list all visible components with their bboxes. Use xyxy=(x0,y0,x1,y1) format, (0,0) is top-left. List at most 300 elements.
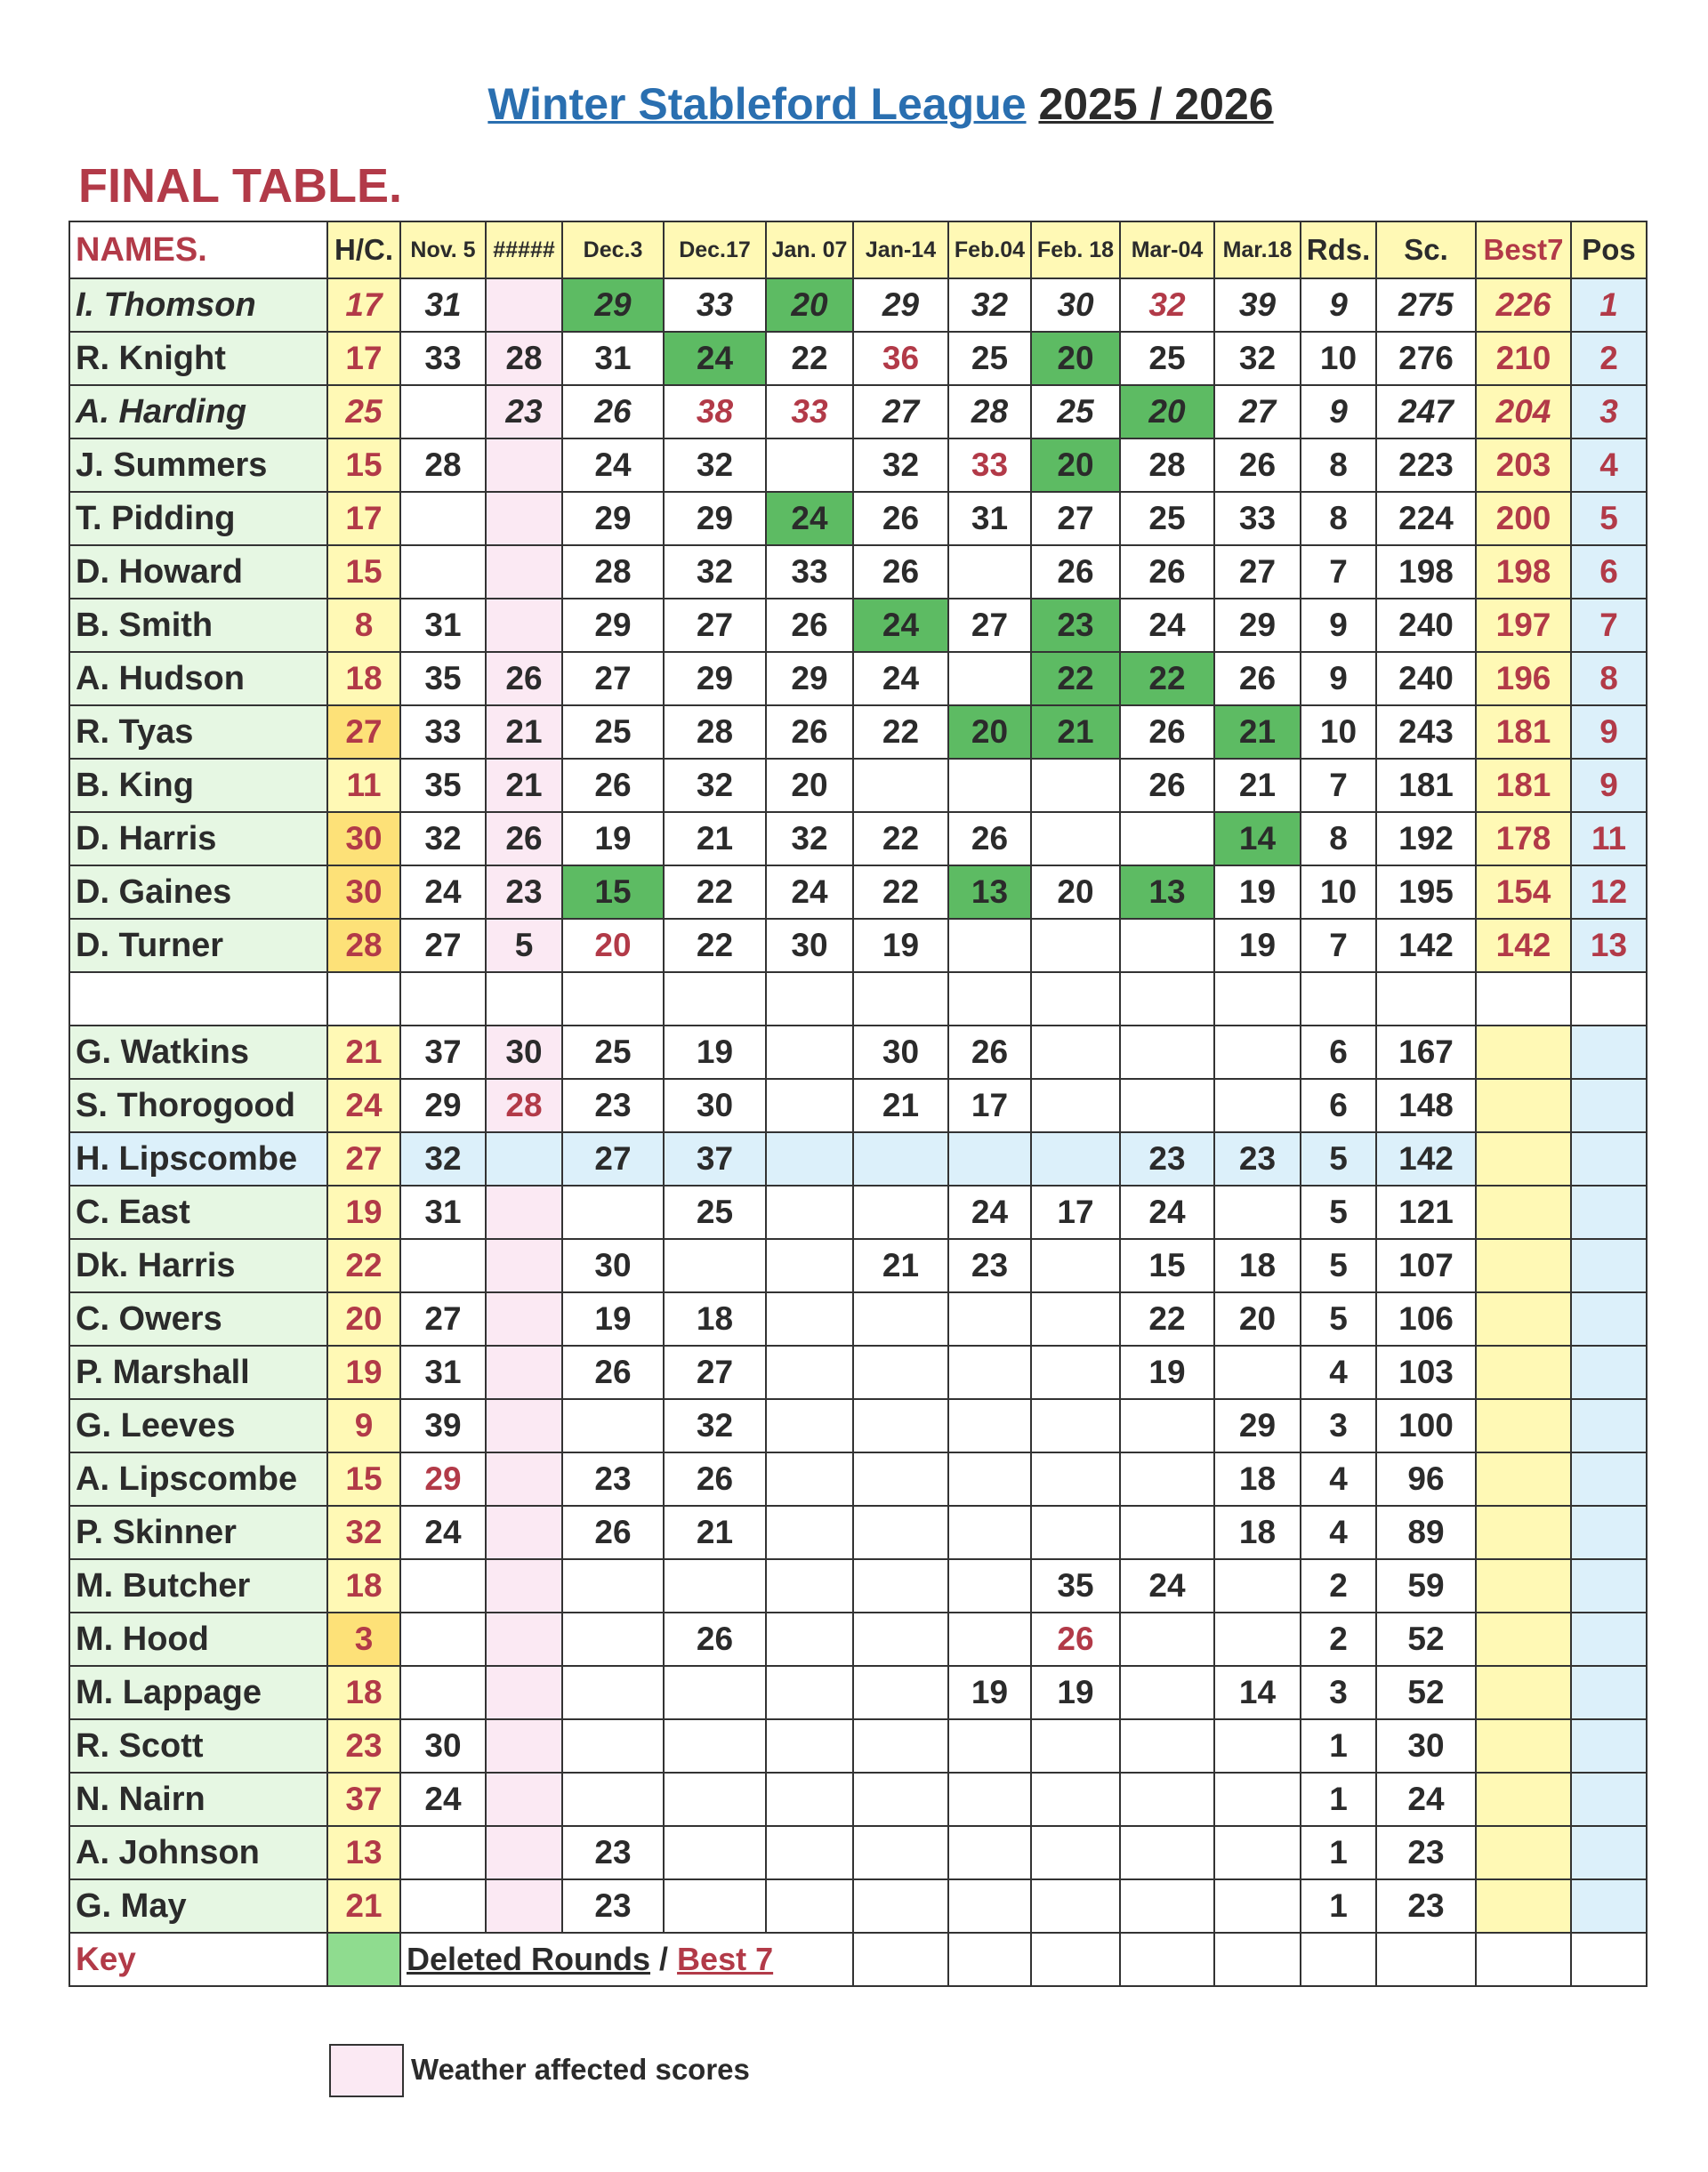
round-score: 23 xyxy=(562,1826,664,1879)
round-score: 26 xyxy=(1214,652,1301,705)
player-row xyxy=(69,1559,1647,1613)
handicap: 19 xyxy=(327,1186,400,1239)
best7-score: 181 xyxy=(1476,705,1571,759)
rounds-count: 9 xyxy=(1301,652,1376,705)
player-name: Dk. Harris xyxy=(69,1239,327,1292)
total-score: 103 xyxy=(1376,1346,1476,1399)
round-score: 22 xyxy=(1120,652,1214,705)
round-score: 33 xyxy=(1214,492,1301,545)
round-score xyxy=(664,1879,766,1933)
round-score xyxy=(766,1186,853,1239)
round-score: 26 xyxy=(1031,1613,1120,1666)
total-score: 223 xyxy=(1376,438,1476,492)
round-score: 29 xyxy=(664,492,766,545)
round-score xyxy=(766,1826,853,1879)
round-score: 30 xyxy=(766,919,853,972)
position xyxy=(1571,1826,1647,1879)
player-name: H. Lipscombe xyxy=(69,1132,327,1186)
round-score: 37 xyxy=(664,1132,766,1186)
round-score: 35 xyxy=(400,759,486,812)
round-score: 33 xyxy=(664,278,766,332)
round-score xyxy=(766,1613,853,1666)
round-score: 31 xyxy=(400,278,486,332)
player-row xyxy=(69,1506,1647,1559)
round-score: 24 xyxy=(1120,599,1214,652)
rounds-count: 4 xyxy=(1301,1452,1376,1506)
round-score: 29 xyxy=(562,492,664,545)
round-score: 30 xyxy=(853,1026,948,1079)
round-score: 26 xyxy=(1031,545,1120,599)
round-score: 30 xyxy=(664,1079,766,1132)
round-score: 14 xyxy=(1214,1666,1301,1719)
empty-cell xyxy=(69,972,327,1026)
position: 1 xyxy=(1571,278,1647,332)
round-score: 28 xyxy=(486,332,562,385)
round-score: 23 xyxy=(562,1879,664,1933)
key-legend-text xyxy=(400,1933,853,1986)
round-score: 25 xyxy=(1120,492,1214,545)
best7-score xyxy=(1476,1826,1571,1879)
round-score: 21 xyxy=(1214,705,1301,759)
round-score: 13 xyxy=(1120,865,1214,919)
round-score xyxy=(400,1613,486,1666)
empty-cell xyxy=(486,972,562,1026)
handicap: 3 xyxy=(327,1613,400,1666)
round-score xyxy=(1120,1399,1214,1452)
round-score: 29 xyxy=(664,652,766,705)
player-name: D. Howard xyxy=(69,545,327,599)
rounds-count: 6 xyxy=(1301,1079,1376,1132)
empty-cell xyxy=(1571,972,1647,1026)
handicap: 27 xyxy=(327,1132,400,1186)
empty-cell xyxy=(327,972,400,1026)
round-score: 26 xyxy=(664,1452,766,1506)
handicap: 15 xyxy=(327,438,400,492)
key-label: Key xyxy=(69,1933,327,1986)
round-score xyxy=(948,1719,1031,1773)
round-score: 19 xyxy=(1120,1346,1214,1399)
round-score xyxy=(1031,1132,1120,1186)
round-score xyxy=(486,545,562,599)
empty-cell xyxy=(948,1933,1031,1986)
round-score: 25 xyxy=(562,705,664,759)
handicap: 17 xyxy=(327,278,400,332)
round-score: 20 xyxy=(948,705,1031,759)
title-season: 2025 / 2026 xyxy=(1038,79,1274,129)
total-score: 52 xyxy=(1376,1613,1476,1666)
round-score: 24 xyxy=(664,332,766,385)
player-name: A. Lipscombe xyxy=(69,1452,327,1506)
round-score xyxy=(562,1666,664,1719)
round-score: 35 xyxy=(1031,1559,1120,1613)
round-score xyxy=(1031,1399,1120,1452)
handicap: 19 xyxy=(327,1346,400,1399)
round-score xyxy=(1031,1826,1120,1879)
round-score xyxy=(766,1506,853,1559)
column-header: Feb. 18 xyxy=(1031,221,1120,278)
best7-score xyxy=(1476,1026,1571,1079)
round-score: 28 xyxy=(1120,438,1214,492)
total-score: 240 xyxy=(1376,652,1476,705)
spacer-row xyxy=(69,972,1647,1026)
round-score xyxy=(1031,1719,1120,1773)
round-score: 21 xyxy=(664,812,766,865)
round-score xyxy=(1120,1719,1214,1773)
round-score: 21 xyxy=(1031,705,1120,759)
round-score xyxy=(400,1826,486,1879)
round-score: 18 xyxy=(1214,1506,1301,1559)
round-score xyxy=(1031,1773,1120,1826)
player-row xyxy=(69,385,1647,438)
best7-score xyxy=(1476,1239,1571,1292)
round-score xyxy=(486,1399,562,1452)
round-score xyxy=(486,599,562,652)
round-score: 22 xyxy=(1031,652,1120,705)
round-score xyxy=(400,492,486,545)
round-score: 22 xyxy=(853,812,948,865)
key-best-label: Best 7 xyxy=(677,1941,774,1977)
round-score: 33 xyxy=(400,705,486,759)
round-score: 27 xyxy=(1031,492,1120,545)
round-score xyxy=(853,1826,948,1879)
round-score xyxy=(1214,1346,1301,1399)
position xyxy=(1571,1452,1647,1506)
rounds-count: 3 xyxy=(1301,1399,1376,1452)
round-score xyxy=(853,1452,948,1506)
column-header: Mar-04 xyxy=(1120,221,1214,278)
column-header: Jan. 07 xyxy=(766,221,853,278)
round-score xyxy=(562,1186,664,1239)
player-row xyxy=(69,1292,1647,1346)
player-name: P. Skinner xyxy=(69,1506,327,1559)
round-score: 25 xyxy=(1120,332,1214,385)
player-name: R. Knight xyxy=(69,332,327,385)
player-name: C. Owers xyxy=(69,1292,327,1346)
total-score: 181 xyxy=(1376,759,1476,812)
rounds-count: 8 xyxy=(1301,812,1376,865)
key-weather-swatch xyxy=(329,2044,404,2097)
handicap: 9 xyxy=(327,1399,400,1452)
position xyxy=(1571,1559,1647,1613)
column-header: Rds. xyxy=(1301,221,1376,278)
round-score: 26 xyxy=(853,492,948,545)
round-score: 26 xyxy=(1120,705,1214,759)
round-score: 24 xyxy=(400,1773,486,1826)
round-score xyxy=(486,1666,562,1719)
round-score: 19 xyxy=(664,1026,766,1079)
player-name: M. Butcher xyxy=(69,1559,327,1613)
round-score xyxy=(1031,1506,1120,1559)
position: 2 xyxy=(1571,332,1647,385)
round-score: 32 xyxy=(400,1132,486,1186)
round-score xyxy=(486,1719,562,1773)
round-score: 26 xyxy=(486,812,562,865)
round-score: 30 xyxy=(562,1239,664,1292)
round-score: 15 xyxy=(562,865,664,919)
rounds-count: 4 xyxy=(1301,1346,1376,1399)
round-score: 17 xyxy=(1031,1186,1120,1239)
round-score xyxy=(400,385,486,438)
empty-cell xyxy=(1120,1933,1214,1986)
player-row xyxy=(69,599,1647,652)
round-score xyxy=(1214,1559,1301,1613)
round-score: 29 xyxy=(1214,599,1301,652)
round-score: 35 xyxy=(400,652,486,705)
round-score xyxy=(766,1239,853,1292)
round-score: 27 xyxy=(664,599,766,652)
rounds-count: 5 xyxy=(1301,1132,1376,1186)
player-name: J. Summers xyxy=(69,438,327,492)
round-score: 19 xyxy=(853,919,948,972)
round-score: 19 xyxy=(1214,865,1301,919)
rounds-count: 5 xyxy=(1301,1239,1376,1292)
round-score xyxy=(1031,759,1120,812)
round-score xyxy=(1120,1879,1214,1933)
round-score xyxy=(1120,1613,1214,1666)
round-score xyxy=(486,278,562,332)
round-score xyxy=(1214,1613,1301,1666)
column-header: Dec.3 xyxy=(562,221,664,278)
round-score: 30 xyxy=(1031,278,1120,332)
best7-score: 198 xyxy=(1476,545,1571,599)
round-score xyxy=(1031,1239,1120,1292)
round-score: 20 xyxy=(1031,865,1120,919)
round-score: 31 xyxy=(400,599,486,652)
empty-cell xyxy=(1031,1933,1120,1986)
handicap: 24 xyxy=(327,1079,400,1132)
player-row xyxy=(69,812,1647,865)
total-score: 142 xyxy=(1376,1132,1476,1186)
round-score xyxy=(1120,1826,1214,1879)
empty-cell xyxy=(853,972,948,1026)
key-deleted-label: Deleted Rounds xyxy=(407,1941,651,1977)
column-header: NAMES. xyxy=(69,221,327,278)
round-score xyxy=(486,1452,562,1506)
best7-score: 196 xyxy=(1476,652,1571,705)
round-score: 24 xyxy=(853,599,948,652)
player-row xyxy=(69,1346,1647,1399)
table-subtitle: FINAL TABLE. xyxy=(78,159,402,213)
round-score xyxy=(766,438,853,492)
handicap: 27 xyxy=(327,705,400,759)
player-row xyxy=(69,1399,1647,1452)
round-score: 31 xyxy=(948,492,1031,545)
round-score: 33 xyxy=(766,545,853,599)
position: 9 xyxy=(1571,759,1647,812)
round-score: 26 xyxy=(766,705,853,759)
round-score: 29 xyxy=(562,599,664,652)
round-score xyxy=(486,492,562,545)
rounds-count: 2 xyxy=(1301,1613,1376,1666)
empty-cell xyxy=(1476,1933,1571,1986)
column-header: Nov. 5 xyxy=(400,221,486,278)
column-header: ##### xyxy=(486,221,562,278)
round-score xyxy=(1031,919,1120,972)
round-score: 23 xyxy=(1120,1132,1214,1186)
round-score: 28 xyxy=(562,545,664,599)
empty-cell xyxy=(1214,1933,1301,1986)
page-title xyxy=(0,78,1708,130)
round-score: 23 xyxy=(562,1452,664,1506)
rounds-count: 8 xyxy=(1301,492,1376,545)
round-score xyxy=(1120,919,1214,972)
position: 6 xyxy=(1571,545,1647,599)
player-name: A. Johnson xyxy=(69,1826,327,1879)
empty-cell xyxy=(1120,972,1214,1026)
round-score: 31 xyxy=(400,1346,486,1399)
round-score xyxy=(853,1132,948,1186)
round-score: 26 xyxy=(1214,438,1301,492)
best7-score xyxy=(1476,1186,1571,1239)
round-score: 27 xyxy=(562,1132,664,1186)
round-score xyxy=(948,1506,1031,1559)
round-score xyxy=(486,1613,562,1666)
handicap: 37 xyxy=(327,1773,400,1826)
handicap: 30 xyxy=(327,865,400,919)
rounds-count: 6 xyxy=(1301,1026,1376,1079)
round-score xyxy=(400,1666,486,1719)
best7-score: 203 xyxy=(1476,438,1571,492)
player-name: I. Thomson xyxy=(69,278,327,332)
rounds-count: 9 xyxy=(1301,385,1376,438)
player-row xyxy=(69,1773,1647,1826)
total-score: 224 xyxy=(1376,492,1476,545)
round-score: 22 xyxy=(1120,1292,1214,1346)
rounds-count: 5 xyxy=(1301,1292,1376,1346)
round-score xyxy=(1214,1026,1301,1079)
best7-score xyxy=(1476,1346,1571,1399)
round-score: 25 xyxy=(948,332,1031,385)
round-score xyxy=(664,1239,766,1292)
round-score xyxy=(853,1773,948,1826)
rounds-count: 7 xyxy=(1301,919,1376,972)
round-score: 32 xyxy=(400,812,486,865)
rounds-count: 10 xyxy=(1301,865,1376,919)
round-score: 26 xyxy=(948,1026,1031,1079)
best7-score xyxy=(1476,1666,1571,1719)
total-score: 121 xyxy=(1376,1186,1476,1239)
position: 7 xyxy=(1571,599,1647,652)
round-score xyxy=(1214,1719,1301,1773)
round-score: 27 xyxy=(1214,545,1301,599)
empty-cell xyxy=(853,1933,948,1986)
round-score: 22 xyxy=(664,865,766,919)
total-score: 96 xyxy=(1376,1452,1476,1506)
empty-cell xyxy=(1571,1933,1647,1986)
round-score: 32 xyxy=(853,438,948,492)
best7-score: 197 xyxy=(1476,599,1571,652)
player-name: G. Leeves xyxy=(69,1399,327,1452)
round-score xyxy=(400,545,486,599)
round-score: 39 xyxy=(1214,278,1301,332)
player-row xyxy=(69,492,1647,545)
player-row xyxy=(69,438,1647,492)
total-score: 52 xyxy=(1376,1666,1476,1719)
round-score xyxy=(766,1719,853,1773)
round-score: 32 xyxy=(1214,332,1301,385)
round-score: 29 xyxy=(853,278,948,332)
best7-score: 204 xyxy=(1476,385,1571,438)
round-score xyxy=(1031,812,1120,865)
round-score xyxy=(1214,1826,1301,1879)
rounds-count: 3 xyxy=(1301,1666,1376,1719)
total-score: 106 xyxy=(1376,1292,1476,1346)
round-score: 30 xyxy=(400,1719,486,1773)
round-score: 26 xyxy=(948,812,1031,865)
best7-score xyxy=(1476,1452,1571,1506)
player-name: T. Pidding xyxy=(69,492,327,545)
handicap: 22 xyxy=(327,1239,400,1292)
key-weather-label: Weather affected scores xyxy=(411,2053,750,2086)
player-row xyxy=(69,1132,1647,1186)
round-score xyxy=(1120,1666,1214,1719)
round-score: 32 xyxy=(664,438,766,492)
round-score: 20 xyxy=(1214,1292,1301,1346)
handicap: 17 xyxy=(327,332,400,385)
round-score: 21 xyxy=(853,1079,948,1132)
total-score: 276 xyxy=(1376,332,1476,385)
round-score: 27 xyxy=(400,919,486,972)
empty-cell xyxy=(562,972,664,1026)
total-score: 275 xyxy=(1376,278,1476,332)
round-score: 25 xyxy=(562,1026,664,1079)
player-row xyxy=(69,1719,1647,1773)
round-score xyxy=(853,1346,948,1399)
rounds-count: 1 xyxy=(1301,1826,1376,1879)
round-score xyxy=(853,1719,948,1773)
round-score xyxy=(1031,1026,1120,1079)
round-score: 22 xyxy=(664,919,766,972)
total-score: 195 xyxy=(1376,865,1476,919)
round-score xyxy=(664,1559,766,1613)
round-score: 22 xyxy=(853,865,948,919)
player-row xyxy=(69,1239,1647,1292)
round-score: 26 xyxy=(562,1506,664,1559)
player-name: B. Smith xyxy=(69,599,327,652)
round-score: 26 xyxy=(562,385,664,438)
round-score: 31 xyxy=(562,332,664,385)
round-score: 26 xyxy=(664,1613,766,1666)
round-score: 20 xyxy=(1031,332,1120,385)
round-score xyxy=(1214,1079,1301,1132)
round-score xyxy=(948,1399,1031,1452)
round-score: 21 xyxy=(486,759,562,812)
position xyxy=(1571,1239,1647,1292)
round-score: 24 xyxy=(766,865,853,919)
round-score: 19 xyxy=(1214,919,1301,972)
player-name: C. East xyxy=(69,1186,327,1239)
rounds-count: 10 xyxy=(1301,705,1376,759)
round-score: 18 xyxy=(1214,1452,1301,1506)
round-score: 27 xyxy=(1214,385,1301,438)
total-score: 142 xyxy=(1376,919,1476,972)
column-header: Pos xyxy=(1571,221,1647,278)
round-score: 28 xyxy=(400,438,486,492)
round-score xyxy=(766,1452,853,1506)
position xyxy=(1571,1399,1647,1452)
round-score: 27 xyxy=(562,652,664,705)
position: 13 xyxy=(1571,919,1647,972)
position: 4 xyxy=(1571,438,1647,492)
round-score: 13 xyxy=(948,865,1031,919)
round-score xyxy=(853,1292,948,1346)
round-score xyxy=(486,438,562,492)
best7-score: 200 xyxy=(1476,492,1571,545)
player-row xyxy=(69,1666,1647,1719)
position xyxy=(1571,1346,1647,1399)
player-name: G. Watkins xyxy=(69,1026,327,1079)
round-score: 26 xyxy=(562,759,664,812)
